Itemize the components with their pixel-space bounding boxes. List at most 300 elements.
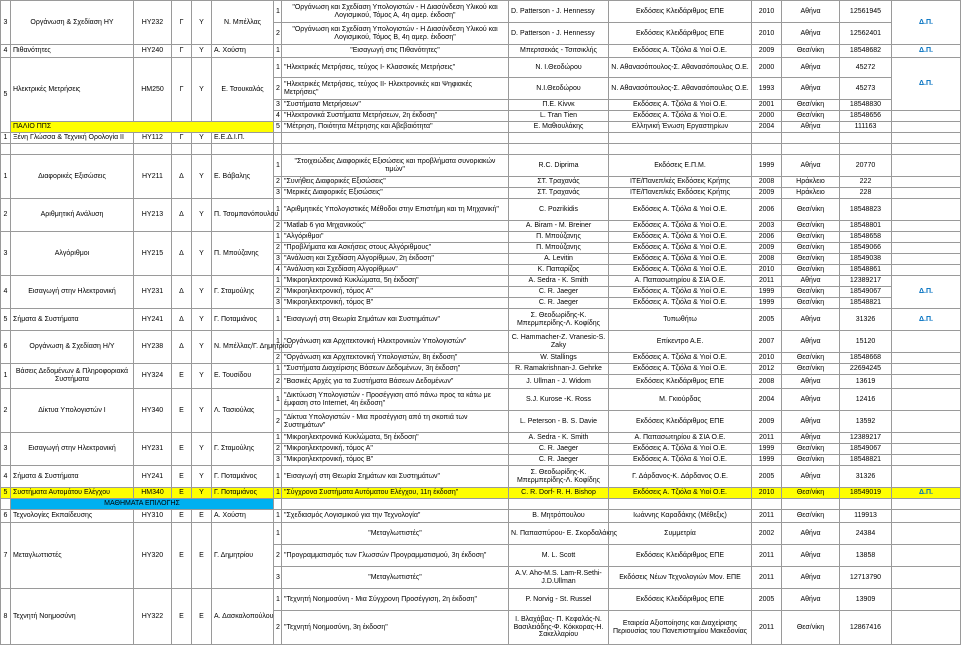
course-semester: Δ	[172, 331, 192, 364]
book-author: C. R. Jaeger	[509, 455, 609, 466]
book-author: W. Stallings	[509, 353, 609, 364]
book-city: Αθήνα	[782, 276, 840, 287]
book-isbn: 45272	[840, 58, 892, 78]
book-publisher: Εκδόσεις Α. Τζιόλα & Υιοί Ο.Ε.	[609, 444, 752, 455]
course-name: Διαφορικές Εξισώσεις	[11, 155, 134, 199]
book-isbn: 111163	[840, 122, 892, 133]
book-number: 2	[274, 444, 282, 455]
book-publisher: Εκδόσεις Α. Τζιόλα & Υιοί Ο.Ε.	[609, 364, 752, 375]
book-isbn: 31326	[840, 466, 892, 488]
course-code: ΗΥ241	[134, 466, 172, 488]
course-number: 6	[1, 331, 11, 364]
course-name: Οργάνωση & Σχεδίαση Η/Υ	[11, 331, 134, 364]
book-author: Ν.Ι.Θεοδώρου	[509, 78, 609, 100]
course-code: ΗΥ213	[134, 199, 172, 232]
book-title: "Συνήθεις Διαφορικές Εξισώσεις"	[282, 177, 509, 188]
book-title: "Σύγχρονα Συστήματα Αυτόματου Ελέγχου, 11η έκδοση"	[282, 488, 509, 499]
book-number: 1	[274, 389, 282, 411]
book-publisher: Μ. Γκιούρδας	[609, 389, 752, 411]
book-author: J. Ullman - J. Widom	[509, 375, 609, 389]
book-isbn: 45273	[840, 78, 892, 100]
course-instructor: Γ. Ποταμιάνος	[212, 309, 274, 331]
course-name: Δίκτυα Υπολογιστών Ι	[11, 389, 134, 433]
course-name: Πιθανότητες	[11, 45, 134, 58]
course-code: ΗΥ238	[134, 331, 172, 364]
book-publisher: Εκδόσεις Α. Τζιόλα & Υιοί Ο.Ε.	[609, 488, 752, 499]
course-number: 4	[1, 276, 11, 309]
book-title: "Μικροηλεκτρονική, τόμος Β"	[282, 455, 509, 466]
book-isbn: 13619	[840, 375, 892, 389]
course-number: 3	[1, 433, 11, 466]
book-author: Ν. Παπασπύρου- Ε. Σκορδαλάκης	[509, 523, 609, 545]
book-year: 2006	[752, 232, 782, 243]
book-year: 2010	[752, 353, 782, 364]
book-year: 1993	[752, 78, 782, 100]
course-type: Υ	[192, 389, 212, 433]
book-year: 2011	[752, 567, 782, 589]
book-number: 3	[274, 100, 282, 111]
course-type: Υ	[192, 58, 212, 122]
book-number: 3	[274, 455, 282, 466]
book-author: A.V. Aho-M.S. Lam-R.Sethi-J.D.Ullman	[509, 567, 609, 589]
book-publisher: Εκδόσεις Κλειδάριθμος ΕΠΕ	[609, 375, 752, 389]
book-year: 2006	[752, 199, 782, 221]
book-year: 2008	[752, 375, 782, 389]
course-semester: Ε	[172, 510, 192, 523]
book-year: 2009	[752, 188, 782, 199]
book-author: S.J. Kurose -K. Ross	[509, 389, 609, 411]
book-publisher: Εκδόσεις Κλειδάριθμος ΕΠΕ	[609, 1, 752, 23]
book-city: Θεσ/νίκη	[782, 364, 840, 375]
book-year: 2000	[752, 111, 782, 122]
course-type: Υ	[192, 1, 212, 45]
book-city: Αθήνα	[782, 78, 840, 100]
book-number: 1	[274, 589, 282, 611]
book-title: "Οργάνωση και Αρχιτεκτονική Υπολογιστών, 8η έκδοση"	[282, 353, 509, 364]
book-city: Θεσ/νίκη	[782, 100, 840, 111]
book-number: 1	[274, 276, 282, 287]
book-title: "Εισαγωγή στη Θεωρία Σημάτων και Συστημάτων"	[282, 309, 509, 331]
course-type: Υ	[192, 276, 212, 309]
book-publisher: Τυπωθήτω	[609, 309, 752, 331]
book-title: "Μερικές Διαφορικές Εξισώσεις"	[282, 188, 509, 199]
course-number: 2	[1, 199, 11, 232]
book-isbn: 18548830	[840, 100, 892, 111]
course-instructor: Ε.Ε.Δ.Ι.Π.	[212, 133, 274, 144]
book-isbn: 24384	[840, 523, 892, 545]
book-author: M. L. Scott	[509, 545, 609, 567]
book-number: 1	[274, 309, 282, 331]
book-city: Θεσ/νίκη	[782, 111, 840, 122]
book-title: "Μικροηλεκτρονική, τόμος Α"	[282, 444, 509, 455]
course-semester: Γ	[172, 45, 192, 58]
book-title: "Μέτρηση, Ποιότητα Μέτρησης και Αβεβαιότητα"	[282, 122, 509, 133]
course-type: Υ	[192, 433, 212, 466]
book-year: 2003	[752, 221, 782, 232]
book-city: Θεσ/νίκη	[782, 287, 840, 298]
book-year: 2009	[752, 45, 782, 58]
status-marker: Δ.Π.	[892, 58, 961, 111]
course-instructor: Α. Δασκαλοπούλου	[212, 589, 274, 645]
course-name: Αριθμητική Ανάλυση	[11, 199, 134, 232]
book-year: 2008	[752, 254, 782, 265]
book-publisher: Ελληνική Ένωση Εργαστηρίων	[609, 122, 752, 133]
book-number: 2	[274, 287, 282, 298]
book-number: 1	[274, 232, 282, 243]
course-type: Υ	[192, 364, 212, 389]
course-name: Τεχνητή Νοημοσύνη	[11, 589, 134, 645]
book-publisher: Εκδόσεις Α. Τζιόλα & Υιοί Ο.Ε.	[609, 232, 752, 243]
book-author: C. R. Dorf- R. H. Bishop	[509, 488, 609, 499]
book-city: Θεσ/νίκη	[782, 232, 840, 243]
course-number: 7	[1, 523, 11, 589]
book-author: Σ. Θεοδωρίδης-Κ. Μπερμπερίδης-Λ. Κοφίδης	[509, 466, 609, 488]
course-instructor: Π. Μπούζανης	[212, 232, 274, 276]
book-title: "Εισαγωγή στη Θεωρία Σημάτων και Συστημάτων"	[282, 466, 509, 488]
book-author: ΣΤ. Τραχανάς	[509, 177, 609, 188]
book-author: D. Patterson - J. Hennessy	[509, 23, 609, 45]
course-code: ΗΥ231	[134, 433, 172, 466]
book-isbn: 18548821	[840, 298, 892, 309]
book-author: Μπερτσεκάς - Τσιτσικλής	[509, 45, 609, 58]
book-publisher: Ν. Αθανασόπουλος-Σ. Αθανασόπουλος Ο.Ε.	[609, 58, 752, 78]
book-isbn: 18548801	[840, 221, 892, 232]
course-code: ΗΥ240	[134, 45, 172, 58]
book-author: R.C. Diprima	[509, 155, 609, 177]
course-semester: Δ	[172, 232, 192, 276]
book-publisher: Εκδόσεις Α. Τζιόλα & Υιοί Ο.Ε.	[609, 455, 752, 466]
course-name: Ηλεκτρικές Μετρήσεις	[11, 58, 134, 122]
book-publisher: Εταιρεία Αξιοποίησης και Διαχείρισης Περιουσίας του Πανεπιστημίου Μακεδονίας	[609, 611, 752, 645]
book-year: 1999	[752, 155, 782, 177]
book-author: Ε. Μαθιουλάκης	[509, 122, 609, 133]
course-number: 3	[1, 232, 11, 276]
book-isbn: 119913	[840, 510, 892, 523]
book-isbn: 20770	[840, 155, 892, 177]
book-author: C. R. Jaeger	[509, 298, 609, 309]
course-name: Οργάνωση & Σχεδίαση ΗΥ	[11, 1, 134, 45]
book-number: 5	[274, 122, 282, 133]
book-city: Ηράκλειο	[782, 188, 840, 199]
book-number: 4	[274, 265, 282, 276]
course-type: Υ	[192, 488, 212, 499]
course-type: Υ	[192, 309, 212, 331]
course-code: ΗΥ112	[134, 133, 172, 144]
book-number: 1	[274, 1, 282, 23]
book-city: Αθήνα	[782, 155, 840, 177]
book-isbn: 12416	[840, 389, 892, 411]
book-author: A. Sedra - K. Smith	[509, 433, 609, 444]
course-number: 1	[1, 155, 11, 199]
book-number: 1	[274, 58, 282, 78]
course-semester: Γ	[172, 58, 192, 122]
book-number: 4	[274, 111, 282, 122]
book-author: Ν. Ι.Θεοδώρου	[509, 58, 609, 78]
book-publisher: Εκδόσεις Α. Τζιόλα & Υιοί Ο.Ε.	[609, 254, 752, 265]
book-city: Θεσ/νίκη	[782, 199, 840, 221]
status-marker: Δ.Π.	[892, 276, 961, 309]
book-title: "Βασικές Αρχές για τα Συστήματα Βάσεων Δεδομένων"	[282, 375, 509, 389]
book-title: "Matlab 6 για Μηχανικούς"	[282, 221, 509, 232]
book-city: Θεσ/νίκη	[782, 444, 840, 455]
course-name: Ξένη Γλώσσα & Τεχνική Ορολογία ΙΙ	[11, 133, 134, 144]
book-year: 2012	[752, 364, 782, 375]
book-publisher: Επίκεντρο Α.Ε.	[609, 331, 752, 353]
book-title: "Μεταγλωττιστές"	[282, 567, 509, 589]
book-city: Θεσ/νίκη	[782, 488, 840, 499]
book-title: "Μικροηλεκτρονικά Κυκλώματα, 5η έκδοση"	[282, 433, 509, 444]
course-semester: Γ	[172, 1, 192, 45]
course-type: Υ	[192, 155, 212, 199]
course-name: Βάσεις Δεδομένων & Πληροφοριακά Συστήματα	[11, 364, 134, 389]
book-city: Θεσ/νίκη	[782, 265, 840, 276]
book-title: "Τεχνητή Νοημοσύνη, 3η έκδοση"	[282, 611, 509, 645]
book-author: C. Hammacher-Z. Vranesic-S. Zaky	[509, 331, 609, 353]
course-instructor: Ε. Βάβαλης	[212, 155, 274, 199]
book-publisher: Ν. Αθανασόπουλος-Σ. Αθανασόπουλος Ο.Ε.	[609, 78, 752, 100]
book-number: 2	[274, 78, 282, 100]
course-instructor: Γ. Σταμούλης	[212, 276, 274, 309]
course-semester: Δ	[172, 199, 192, 232]
course-name: Σήματα & Συστήματα	[11, 466, 134, 488]
book-number: 1	[274, 331, 282, 353]
course-semester: Ε	[172, 433, 192, 466]
course-instructor: Ν. Μπέλλας	[212, 1, 274, 45]
book-city: Αθήνα	[782, 23, 840, 45]
course-instructor: Ε. Τσουκαλάς	[212, 58, 274, 122]
course-type: Υ	[192, 466, 212, 488]
book-isbn: 13909	[840, 589, 892, 611]
book-city: Ηράκλειο	[782, 177, 840, 188]
book-title: "Μικροηλεκτρονικά Κυκλώματα, 5η έκδοση"	[282, 276, 509, 287]
book-number: 2	[274, 411, 282, 433]
book-author: R. Ramakrishnan-J. Gehrke	[509, 364, 609, 375]
course-name: Εισαγωγή στην Ηλεκτρονική	[11, 433, 134, 466]
course-type: Υ	[192, 331, 212, 364]
book-author: ΣΤ. Τραχανάς	[509, 188, 609, 199]
book-isbn: 18548658	[840, 232, 892, 243]
book-year: 2005	[752, 309, 782, 331]
book-isbn: 13858	[840, 545, 892, 567]
book-author: D. Patterson - J. Hennessy	[509, 1, 609, 23]
book-number: 2	[274, 375, 282, 389]
book-number: 2	[274, 221, 282, 232]
course-instructor: Α. Χούστη	[212, 45, 274, 58]
course-instructor: Γ. Σταμούλης	[212, 433, 274, 466]
book-city: Αθήνα	[782, 523, 840, 545]
course-number: 3	[1, 1, 11, 45]
book-number: 1	[274, 488, 282, 499]
book-year: 2010	[752, 23, 782, 45]
book-publisher: Εκδόσεις Α. Τζιόλα & Υιοί Ο.Ε.	[609, 287, 752, 298]
book-city: Θεσ/νίκη	[782, 455, 840, 466]
book-title: "Δίκτυα Υπολογιστών - Μια προσέγγιση από τη σκοπιά των Συστημάτων"	[282, 411, 509, 433]
book-title: "Οργάνωση και Σχεδίαση Υπολογιστών - Η Διασύνδεση Υλικού και Λογισμικού, Τόμος Β, 4η αμερ. έκδοση"	[282, 23, 509, 45]
book-isbn: 18549066	[840, 243, 892, 254]
book-year: 2011	[752, 510, 782, 523]
book-author: Ι. Βλαχάβας- Π. Κεφαλάς-Ν. Βασιλειάδης-Φ. Κόκκορας-Η. Σακελλαρίου	[509, 611, 609, 645]
course-instructor: Λ. Τασιούλας	[212, 389, 274, 433]
book-year: 2010	[752, 265, 782, 276]
book-city: Θεσ/νίκη	[782, 254, 840, 265]
book-isbn: 15120	[840, 331, 892, 353]
book-author: P. Norvig - St. Russel	[509, 589, 609, 611]
book-city: Αθήνα	[782, 389, 840, 411]
book-city: Αθήνα	[782, 466, 840, 488]
book-title: "Δικτύωση Υπολογιστών - Προσέγγιση από πάνω προς τα κάτω με έμφαση στο Internet, 4η έκδοση"	[282, 389, 509, 411]
book-year: 2004	[752, 389, 782, 411]
book-author: C. Pozrikidis	[509, 199, 609, 221]
book-publisher: Εκδόσεις Α. Τζιόλα & Υιοί Ο.Ε.	[609, 45, 752, 58]
book-publisher: Ιωάννης Καραδάκης (Μέθεξις)	[609, 510, 752, 523]
course-instructor: Γ. Ποταμιάνος	[212, 466, 274, 488]
course-name: Αλγόριθμοι	[11, 232, 134, 276]
course-number: 5	[1, 58, 11, 133]
book-isbn: 18549038	[840, 254, 892, 265]
book-publisher: Εκδόσεις Κλειδάριθμος ΕΠΕ	[609, 23, 752, 45]
course-number: 1	[1, 133, 11, 144]
status-marker: Δ.Π.	[892, 488, 961, 499]
book-city: Θεσ/νίκη	[782, 353, 840, 364]
course-code: ΗΥ324	[134, 364, 172, 389]
course-semester: Δ	[172, 309, 192, 331]
book-author: Κ. Παπαρίζος	[509, 265, 609, 276]
course-number: 4	[1, 466, 11, 488]
book-isbn: 18549019	[840, 488, 892, 499]
course-code: ΗΥ232	[134, 1, 172, 45]
book-city: Αθήνα	[782, 589, 840, 611]
book-number: 1	[274, 155, 282, 177]
course-name: Μεταγλωττιστές	[11, 523, 134, 589]
book-number: 3	[274, 298, 282, 309]
book-year: 1999	[752, 455, 782, 466]
course-semester: Ε	[172, 389, 192, 433]
book-number: 2	[274, 545, 282, 567]
book-year: 2009	[752, 243, 782, 254]
course-semester: Ε	[172, 589, 192, 645]
book-isbn: 228	[840, 188, 892, 199]
book-isbn: 18548823	[840, 199, 892, 221]
book-title: "Ανάλυση και Σχεδίαση Αλγορίθμων"	[282, 265, 509, 276]
book-year: 1999	[752, 444, 782, 455]
book-publisher: Εκδόσεις Κλειδάριθμος ΕΠΕ	[609, 411, 752, 433]
book-year: 1999	[752, 298, 782, 309]
course-name: Συστήματα Αυτομάτου Ελέγχου	[11, 488, 134, 499]
book-publisher: Εκδόσεις Α. Τζιόλα & Υιοί Ο.Ε.	[609, 243, 752, 254]
course-semester: Ε	[172, 488, 192, 499]
course-instructor: Γ. Δημητρίου	[212, 523, 274, 589]
book-number: 3	[274, 188, 282, 199]
course-type: Ε	[192, 510, 212, 523]
book-city: Αθήνα	[782, 433, 840, 444]
book-publisher: Συμμετρία	[609, 523, 752, 545]
status-marker: Δ.Π.	[892, 309, 961, 331]
book-number: 1	[274, 433, 282, 444]
book-year: 2005	[752, 589, 782, 611]
book-number: 2	[274, 611, 282, 645]
book-publisher: Εκδόσεις Α. Τζιόλα & Υιοί Ο.Ε.	[609, 221, 752, 232]
book-publisher: Εκδόσεις Α. Τζιόλα & Υιοί Ο.Ε.	[609, 298, 752, 309]
course-type: Ε	[192, 589, 212, 645]
book-author: A. Sedra - K. Smith	[509, 276, 609, 287]
book-title: "Ηλεκτρικές Μετρήσεις, τεύχος ΙΙ- Ηλεκτρονικές και Ψηφιακές Μετρήσεις"	[282, 78, 509, 100]
book-title: "Μεταγλωττιστές"	[282, 523, 509, 545]
book-city: Αθήνα	[782, 122, 840, 133]
book-isbn: 12389217	[840, 276, 892, 287]
book-number: 1	[274, 199, 282, 221]
book-publisher: Γ. Δάρδανος-Κ. Δάρδανος Ο.Ε.	[609, 466, 752, 488]
course-semester: Ε	[172, 364, 192, 389]
book-publisher: Εκδόσεις Α. Τζιόλα & Υιοί Ο.Ε.	[609, 199, 752, 221]
course-code: ΗΜ340	[134, 488, 172, 499]
book-title: "Προβλήματα και Ασκήσεις στους Αλγόριθμους"	[282, 243, 509, 254]
book-isbn: 13592	[840, 411, 892, 433]
course-type: Υ	[192, 199, 212, 232]
book-publisher: Εκδόσεις Κλειδάριθμος ΕΠΕ	[609, 589, 752, 611]
book-year: 1999	[752, 287, 782, 298]
book-year: 2008	[752, 177, 782, 188]
course-number: 5	[1, 309, 11, 331]
book-publisher: Εκδόσεις Α. Τζιόλα & Υιοί Ο.Ε.	[609, 353, 752, 364]
course-number: 6	[1, 510, 11, 523]
book-city: Αθήνα	[782, 545, 840, 567]
book-year: 2011	[752, 611, 782, 645]
book-number: 1	[274, 364, 282, 375]
course-name: Σήματα & Συστήματα	[11, 309, 134, 331]
book-publisher: Εκδόσεις Ε.Π.Μ.	[609, 155, 752, 177]
course-code: ΗΜ250	[134, 58, 172, 122]
book-number: 3	[274, 567, 282, 589]
book-number: 2	[274, 23, 282, 45]
old-curriculum-label: ΠΑΛΙΟ ΠΠΣ	[11, 122, 274, 133]
book-isbn: 18549067	[840, 444, 892, 455]
course-number: 5	[1, 488, 11, 499]
book-author: Π. Μπούζανης	[509, 243, 609, 254]
book-isbn: 18549067	[840, 287, 892, 298]
book-number: 2	[274, 243, 282, 254]
book-title: "Οργάνωση και Αρχιτεκτονική Ηλεκτρονικών Υπολογιστών"	[282, 331, 509, 353]
book-publisher: Α. Παπασωτηρίου & ΣΙΑ Ο.Ε.	[609, 276, 752, 287]
book-city: Αθήνα	[782, 1, 840, 23]
book-publisher: ΙΤΕ/Πανεπ/κές Εκδόσεις Κρήτης	[609, 177, 752, 188]
book-year: 2011	[752, 545, 782, 567]
book-publisher: Εκδόσεις Α. Τζιόλα & Υιοί Ο.Ε.	[609, 100, 752, 111]
book-city: Αθήνα	[782, 375, 840, 389]
book-isbn: 31326	[840, 309, 892, 331]
book-title: "Εισαγωγή στις Πιθανότητες"	[282, 45, 509, 58]
book-year: 2004	[752, 122, 782, 133]
book-city: Αθήνα	[782, 309, 840, 331]
course-code: ΗΥ211	[134, 155, 172, 199]
book-author: C. R. Jaeger	[509, 444, 609, 455]
book-isbn: 18548668	[840, 353, 892, 364]
course-instructor: Ν. Μπέλλας/Γ. Δημητρίου	[212, 331, 274, 364]
book-year: 2010	[752, 488, 782, 499]
status-marker: Δ.Π.	[892, 1, 961, 45]
course-code: ΗΥ320	[134, 523, 172, 589]
book-author: A. Levitin	[509, 254, 609, 265]
course-semester: Γ	[172, 133, 192, 144]
book-title: "Προγραμματισμός των Γλωσσών Προγραμματισμού, 3η έκδοση"	[282, 545, 509, 567]
book-year: 2005	[752, 466, 782, 488]
book-isbn: 12389217	[840, 433, 892, 444]
book-isbn: 12562401	[840, 23, 892, 45]
book-isbn: 18548861	[840, 265, 892, 276]
course-code: ΗΥ241	[134, 309, 172, 331]
course-instructor: Γ. Ποταμιάνος	[212, 488, 274, 499]
book-isbn: 222	[840, 177, 892, 188]
book-year: 2010	[752, 1, 782, 23]
